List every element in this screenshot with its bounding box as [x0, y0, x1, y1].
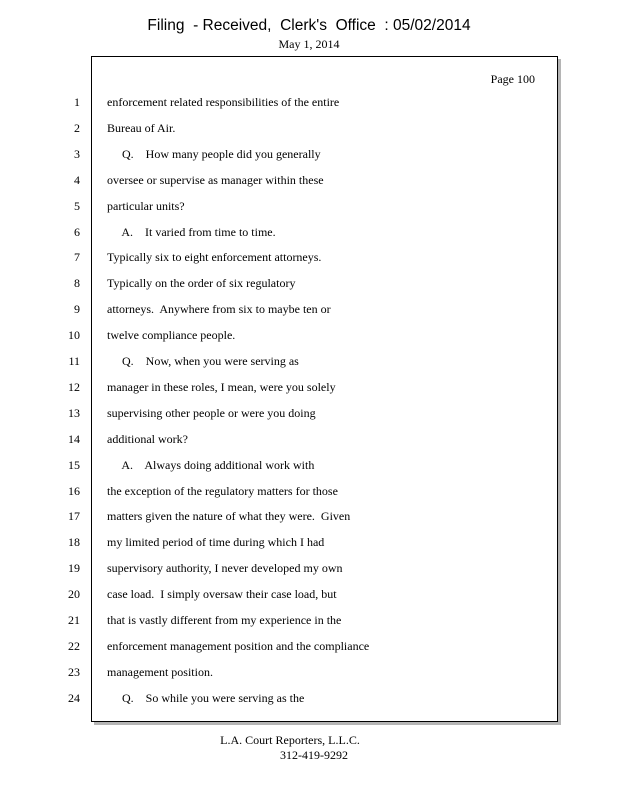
transcript-line	[0, 222, 560, 242]
line-number: 17	[68, 509, 80, 524]
reporter-company: L.A. Court Reporters, L.L.C.	[220, 733, 360, 747]
transcript-line	[0, 377, 560, 397]
line-text: management position.	[107, 664, 213, 679]
transcript-line	[0, 455, 560, 475]
line-text: supervising other people or were you doing	[107, 405, 316, 420]
line-number: 12	[68, 379, 80, 394]
transcript-line	[0, 481, 560, 501]
transcript-line	[0, 325, 560, 345]
line-text: Q. How many people did you generally	[107, 146, 321, 161]
transcript-line	[0, 506, 560, 526]
line-number: 14	[68, 431, 80, 446]
line-number: 20	[68, 587, 80, 602]
line-text: enforcement related responsibilities of the entire	[107, 95, 340, 109]
line-number: 7	[74, 250, 80, 265]
line-number: 13	[68, 405, 80, 420]
line-number: 9	[74, 302, 80, 317]
transcript-line	[0, 92, 560, 112]
line-text: matters given the nature of what they were. Given	[107, 509, 351, 524]
transcript-line	[0, 351, 560, 371]
line-number: 19	[68, 561, 80, 576]
line-number: 11	[68, 354, 80, 368]
line-text: supervisory authority, I never developed my own	[107, 561, 343, 576]
line-text: case load. I simply oversaw their case load, but	[107, 587, 337, 602]
transcript-line	[0, 247, 560, 267]
transcript-line	[0, 273, 560, 293]
line-text: Q. So while you were serving as the	[107, 690, 305, 705]
line-number: 6	[74, 224, 80, 239]
line-text: attorneys. Anywhere from six to maybe ten or	[107, 302, 331, 317]
line-text: Q. Now, when you were serving as	[107, 354, 299, 368]
transcript-line	[0, 636, 560, 656]
line-text: Typically on the order of six regulatory	[107, 276, 296, 291]
line-number: 10	[68, 328, 80, 343]
line-number: 21	[68, 613, 80, 627]
line-number: 24	[68, 690, 80, 705]
line-number: 5	[74, 198, 80, 213]
line-text: additional work?	[107, 431, 188, 446]
transcript-line	[0, 118, 560, 138]
line-text: oversee or supervise as manager within these	[107, 172, 324, 187]
line-text: twelve compliance people.	[107, 328, 236, 343]
line-text: particular units?	[107, 198, 185, 213]
line-number: 18	[68, 535, 80, 550]
line-text: my limited period of time during which I had	[107, 535, 325, 550]
transcript-date: May 1, 2014	[278, 37, 340, 51]
line-text: that is vastly different from my experience in the	[107, 613, 342, 627]
line-number: 1	[74, 95, 80, 109]
line-text: Bureau of Air.	[107, 120, 176, 135]
transcript-line	[0, 688, 560, 708]
transcript-line	[0, 196, 560, 216]
transcript-line	[0, 662, 560, 682]
transcript-line	[0, 299, 560, 319]
transcript-line	[0, 610, 560, 630]
line-text: A. Always doing additional work with	[107, 457, 315, 472]
line-number: 23	[68, 664, 80, 679]
line-text: Typically six to eight enforcement attorneys.	[107, 250, 322, 265]
line-text: enforcement management position and the compliance	[107, 638, 370, 653]
line-text: manager in these roles, I mean, were you solely	[107, 379, 336, 394]
line-number: 2	[74, 120, 80, 135]
line-text: A. It varied from time to time.	[107, 224, 276, 239]
filing-stamp: Filing - Received, Clerk's Office : 05/02/2014	[147, 17, 471, 34]
transcript-line	[0, 403, 560, 423]
line-text: the exception of the regulatory matters for those	[107, 483, 338, 498]
line-number: 3	[74, 146, 80, 161]
line-number: 16	[68, 483, 80, 498]
page-number: Page 100	[490, 72, 535, 86]
line-number: 22	[68, 638, 80, 653]
transcript-line	[0, 170, 560, 190]
transcript-line	[0, 584, 560, 604]
transcript-line	[0, 144, 560, 164]
transcript-line	[0, 558, 560, 578]
transcript-line	[0, 429, 560, 449]
line-number: 8	[74, 276, 80, 291]
transcript-line	[0, 532, 560, 552]
line-number: 4	[74, 172, 80, 187]
reporter-phone: 312-419-9292	[280, 748, 348, 762]
line-number: 15	[68, 457, 80, 472]
